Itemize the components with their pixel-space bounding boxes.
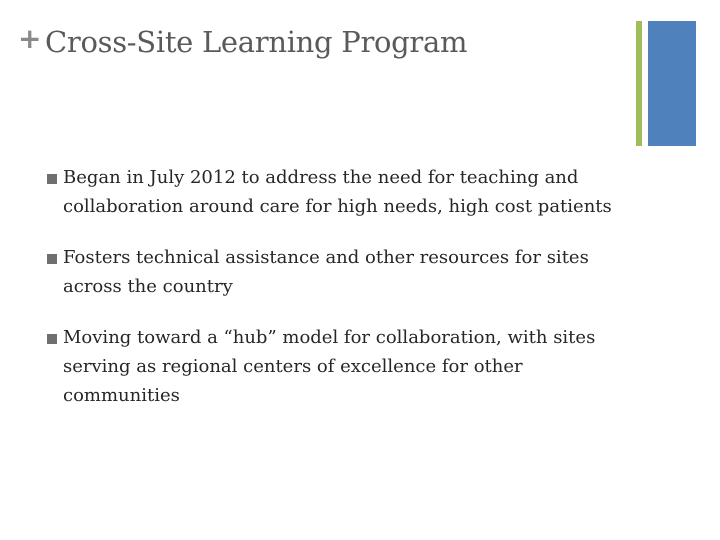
bullet-item — [40, 163, 640, 221]
square-bullet-icon — [47, 254, 57, 264]
bullet-text: Moving toward a “hub” model for collaboration, with sites serving as regional centers of excellence for other communities — [63, 327, 596, 406]
bullet-list — [40, 163, 640, 432]
accent-bar-blue — [648, 21, 696, 146]
bullet-text: Began in July 2012 to address the need for teaching and collaboration around care for high needs, high cost patients — [63, 167, 612, 217]
accent-bar-green — [636, 21, 642, 146]
square-bullet-icon — [47, 334, 57, 344]
bullet-item — [40, 323, 640, 410]
slide-title: Cross-Site Learning Program — [45, 25, 468, 59]
plus-icon: + — [18, 22, 42, 55]
square-bullet-icon — [47, 174, 57, 184]
bullet-text: Fosters technical assistance and other resources for sites across the country — [63, 247, 589, 297]
bullet-item — [40, 243, 640, 301]
